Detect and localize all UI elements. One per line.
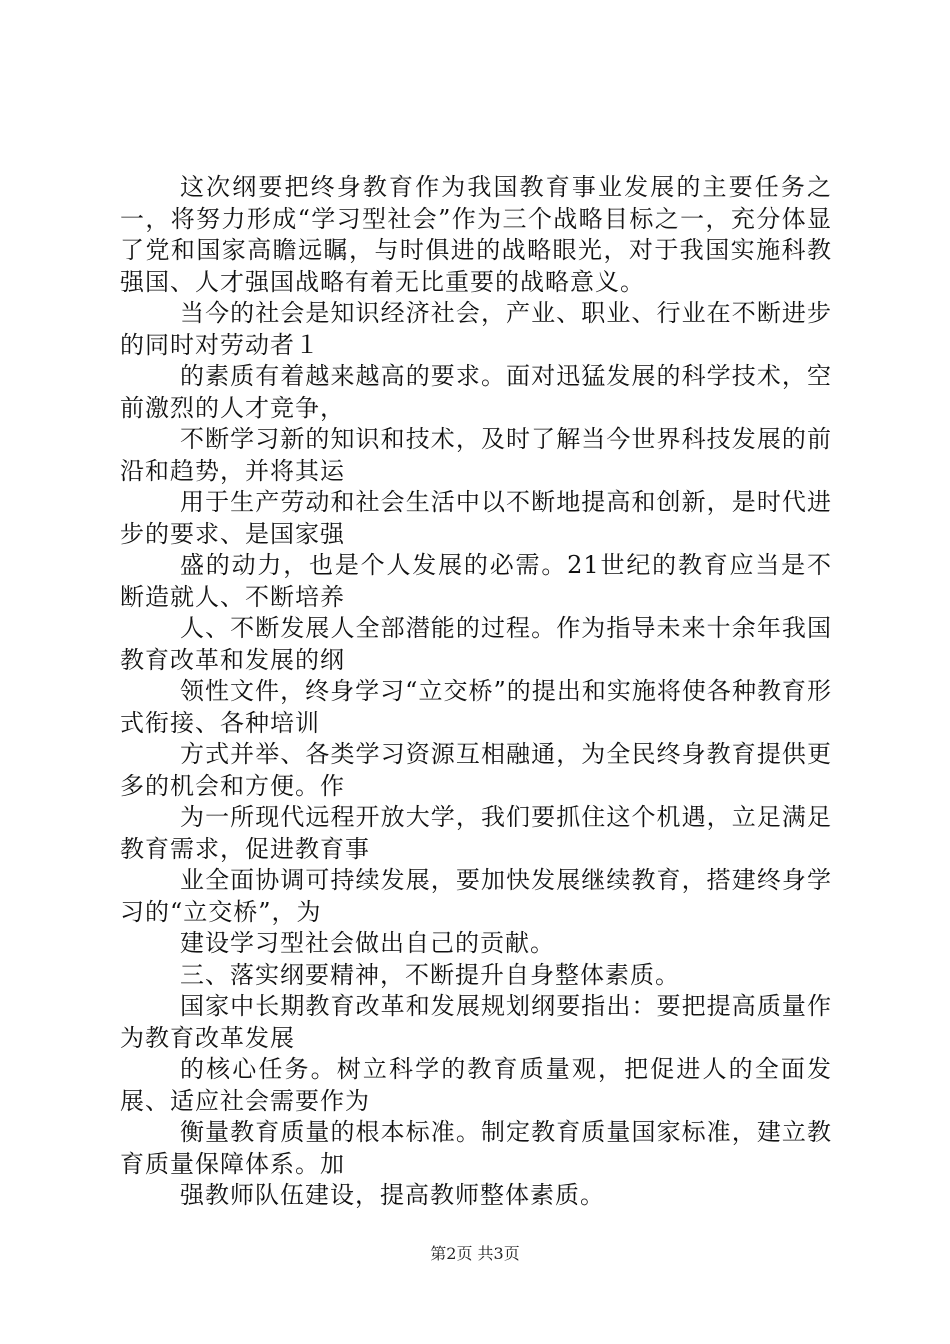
page-footer: 第2页 共3页 <box>430 1244 520 1263</box>
paragraph-9: 方式并举、各类学习资源互相融通，为全民终身教育提供更多的机会和方便。作 <box>120 740 832 800</box>
section-heading: 三、落实纲要精神，不断提升自身整体素质。 <box>180 960 680 989</box>
paragraph-1: 这次纲要把终身教育作为我国教育事业发展的主要任务之一，将努力形成“学习型社会”作为三个战略目标之一，充分体显了党和国家高瞻远瞩，与时俱进的战略眼光，对于我国实施科教强国、人才强国战略有着无比重要的战略意义。 <box>120 173 832 296</box>
paragraph-3: 的素质有着越来越高的要求。面对迅猛发展的科学技术，空前激烈的人才竞争， <box>120 362 832 422</box>
paragraph-11: 业全面协调可持续发展，要加快发展继续教育，搭建终身学习的“立交桥”，为 <box>120 866 832 926</box>
document-body <box>120 172 832 1212</box>
paragraph-2: 当今的社会是知识经济社会，产业、职业、行业在不断进步的同时对劳动者１ <box>120 299 832 359</box>
paragraph-15: 的核心任务。树立科学的教育质量观，把促进人的全面发展、适应社会需要作为 <box>120 1055 832 1115</box>
paragraph-14: 国家中长期教育改革和发展规划纲要指出：要把提高质量作为教育改革发展 <box>120 992 832 1052</box>
paragraph-12: 建设学习型社会做出自己的贡献。 <box>180 929 555 957</box>
paragraph-7: 人、不断发展人全部潜能的过程。作为指导未来十余年我国教育改革和发展的纲 <box>120 614 832 674</box>
paragraph-6: 盛的动力，也是个人发展的必需。21世纪的教育应当是不断造就人、不断培养 <box>120 551 832 611</box>
paragraph-5: 用于生产劳动和社会生活中以不断地提高和创新，是时代进步的要求、是国家强 <box>120 488 832 548</box>
paragraph-17: 强教师队伍建设，提高教师整体素质。 <box>180 1181 605 1209</box>
paragraph-8: 领性文件，终身学习“立交桥”的提出和实施将使各种教育形式衔接、各种培训 <box>120 677 832 737</box>
paragraph-16: 衡量教育质量的根本标准。制定教育质量国家标准，建立教育质量保障体系。加 <box>120 1118 832 1178</box>
paragraph-4: 不断学习新的知识和技术，及时了解当今世界科技发展的前沿和趋势，并将其运 <box>120 425 832 485</box>
paragraph-10: 为一所现代远程开放大学，我们要抓住这个机遇，立足满足教育需求，促进教育事 <box>120 803 832 863</box>
